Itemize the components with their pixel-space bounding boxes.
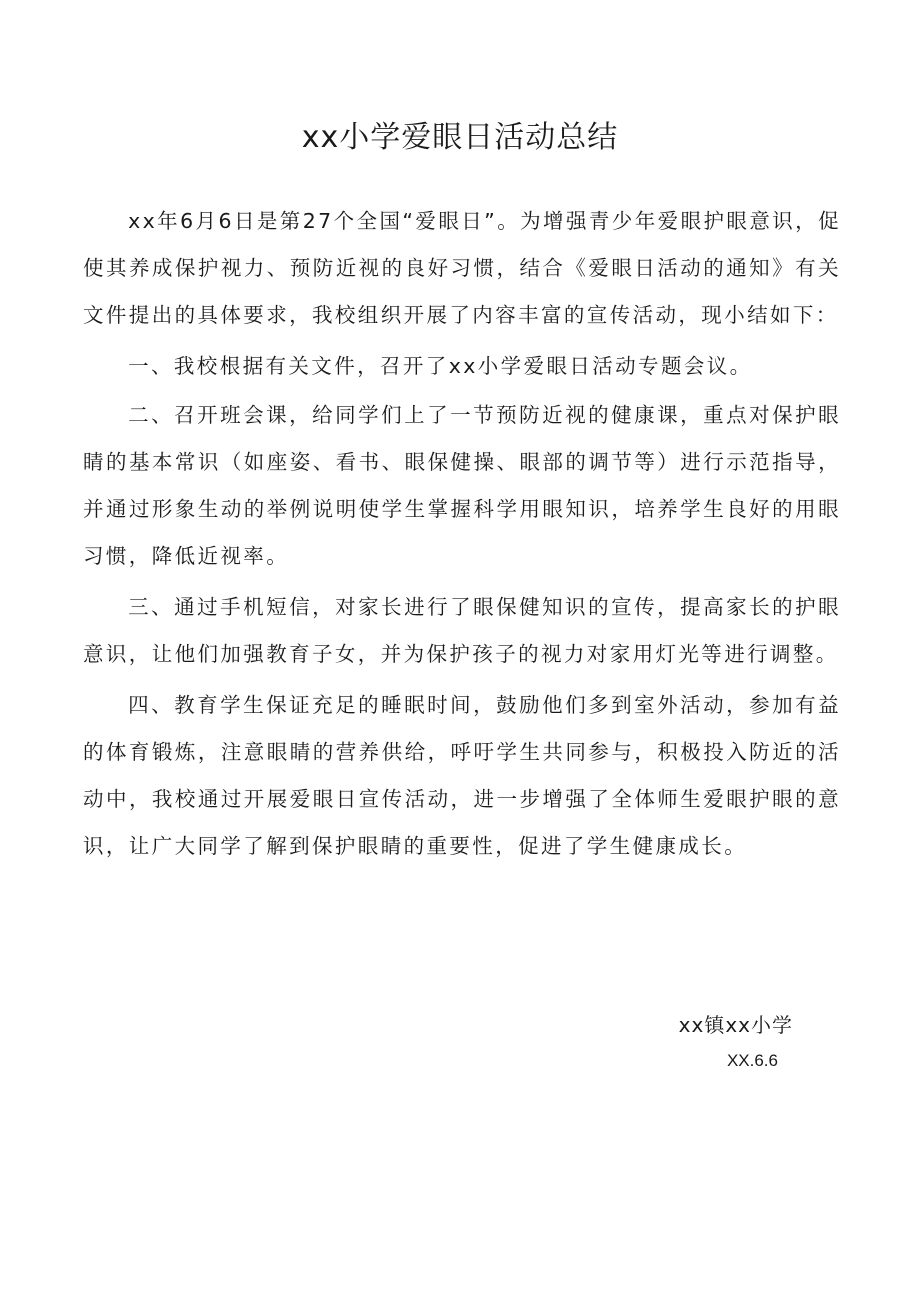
paragraph-intro: xx年6月6日是第27个全国“爱眼日”。为增强青少年爱眼护眼意识，促使其养成保护视力、预防近视的良好习惯，结合《爱眼日活动的通知》有关文件提出的具体要求，我校组织开展了内容丰富的宣传活动，现小结如下： — [83, 209, 841, 327]
paragraph-item-2: 二、召开班会课，给同学们上了一节预防近视的健康课，重点对保护眼睛的基本常识（如座姿、看书、眼保健操、眼部的调节等）进行示范指导，并通过形象生动的举例说明使学生掌握科学用眼知识，培养学生良好的用眼习惯，降低近视率。 — [83, 403, 841, 568]
paragraph-item-4: 四、教育学生保证充足的睡眠时间，鼓励他们多到室外活动，参加有益的体育锻炼，注意眼睛的营养供给，呼吁学生共同参与，积极投入防近的活动中，我校通过开展爱眼日宣传活动，进一步增强了全体师生爱眼护眼的意识，让广大同学了解到保护眼睛的重要性，促进了学生健康成长。 — [83, 693, 841, 858]
signature-name: xx镇xx小学 — [678, 1013, 793, 1037]
signature-date: XX.6.6 — [726, 1051, 778, 1070]
document-title: xx小学爱眼日活动总结 — [301, 120, 619, 155]
document-body — [83, 198, 841, 874]
paragraph-item-3: 三、通过手机短信，对家长进行了眼保健知识的宣传，提高家长的护眼意识，让他们加强教育子女，并为保护孩子的视力对家用灯光等进行调整。 — [83, 595, 841, 666]
paragraph-item-1: 一、我校根据有关文件，召开了xx小学爱眼日活动专题会议。 — [128, 354, 753, 378]
